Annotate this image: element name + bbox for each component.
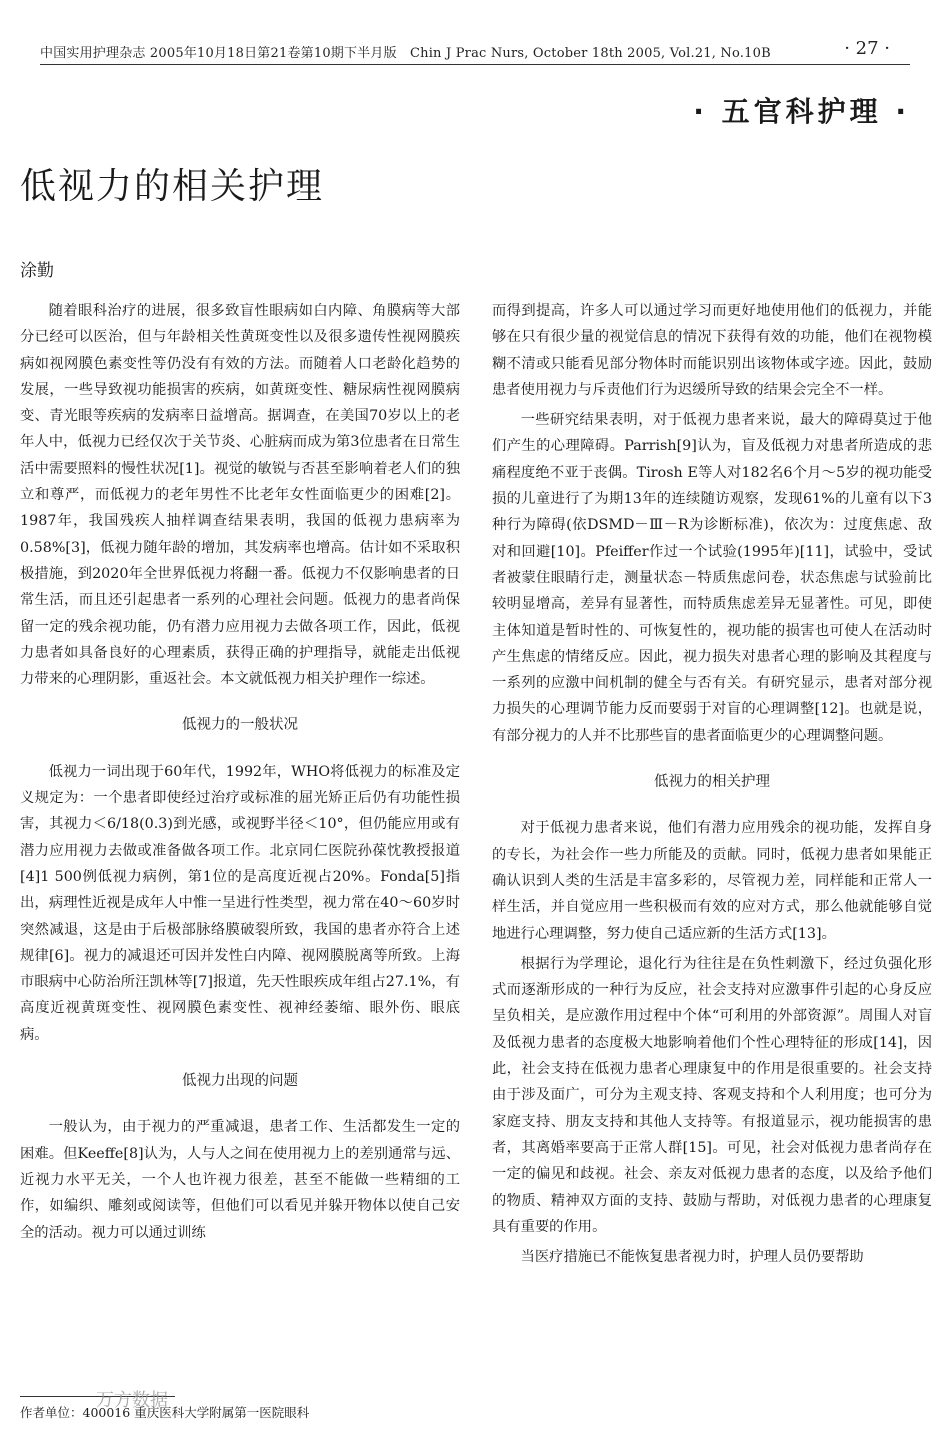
article-title: 低视力的相关护理 [20, 166, 325, 207]
paragraph: 一般认为，由于视力的严重减退，患者工作、生活都发生一定的困难。但Keeffe[8]认为，人与人之间在使用视力上的差别通常与远、近视力水平无关，一个人也许视力很差，甚至不能做一些精细的工作，如编织、雕刻或阅读等，但他们可以看见并躲开物体以使自己安全的活动。视力可以通过训练 [20, 1119, 460, 1241]
footnote-rule [20, 1396, 175, 1397]
paragraph: 对于低视力患者来说，他们有潜力应用残余的视功能，发挥自身的专长，为社会作一些力所能及的贡献。同时，低视力患者如果能正确认识到人类的生活是丰富多彩的，尽管视力差，同样能和正常人一样生活，并自觉应用一些积极而有效的应对方式，那么他就能够自觉地进行心理调整，努力使自己适应新的生活方式[13]。 [492, 820, 932, 942]
section-heading: 低视力的一般状况 [182, 717, 298, 734]
running-header [40, 38, 910, 66]
left-column [20, 298, 460, 1250]
journal-line: 中国实用护理杂志 2005年10月18日第21卷第10期下半月版 Chin J Prac Nurs, October 18th 2005, Vol.21, No.10B [40, 46, 771, 61]
section-heading: 低视力的相关护理 [654, 774, 770, 791]
paragraph: 一些研究结果表明，对于低视力患者来说，最大的障碍莫过于他们产生的心理障碍。Parrish[9]认为，盲及低视力对患者所造成的悲痛程度绝不亚于丧偶。Tirosh E等人对182名6个月～5岁的视功能受损的儿童进行了为期13年的连续随访观察，发现61%的儿童有以下3种行为障碍(依DSMD－Ⅲ－R为诊断标准)，依次为：过度焦虑、敌对和回避[10]。Pfeiffer作过一个试验(1995年)[11]，试验中，受试者被蒙住眼睛行走，测量状态－特质焦虑问卷，状态焦虑与试验前比较明显增高，差异有显著性，而特质焦虑差异无显著性。可见，即使主体知道是暂时性的、可恢复性的，视功能的损害也可使人在活动时产生焦虑的情绪反应。因此，视力损失对患者心理的影响及其程度与一系列的应激中间机制的健全与否有关。有研究显示，患者对部分视力损失的心理调节能力反而要弱于对盲的心理调整[12]。也就是说，有部分视力的人并不比那些盲的患者面临更少的心理调整问题。 [492, 412, 932, 744]
paragraph: 当医疗措施已不能恢复患者视力时，护理人员仍要帮助 [520, 1249, 864, 1266]
header-rule [40, 64, 910, 65]
page-number: · 27 · [844, 38, 890, 59]
author: 涂勤 [20, 261, 54, 281]
right-column [492, 298, 932, 1274]
section-label: · 五官科护理 · [693, 95, 910, 128]
paragraph: 根据行为学理论，退化行为往往是在负性刺激下，经过负强化形式而逐渐形成的一种行为反应，社会支持对应激事件引起的心身反应呈负相关，是应激作用过程中个体“可利用的外部资源”。周围人对盲及低视力患者的态度极大地影响着他们个性心理特征的形成[14]，因此，社会支持在低视力患者心理康复中的作用是很重要的。社会支持由于涉及面广，可分为主观支持、客观支持和个人利用度；也可分为家庭支持、朋友支持和其他人支持等。有报道显示，视功能损害的患者，其离婚率要高于正常人群[15]。可见，社会对低视力患者尚存在一定的偏见和歧视。社会、亲友对低视力患者的态度，以及给予他们的物质、精神双方面的支持、鼓励与帮助，对低视力患者的心理康复具有重要的作用。 [492, 955, 932, 1235]
paragraph: 低视力一词出现于60年代，1992年，WHO将低视力的标准及定义规定为：一个患者即使经过治疗或标准的屈光矫正后仍有功能性损害，其视力＜6/18(0.3)到光感，或视野半径＜10°，但仍能应用或有潜力应用视力去做或准备做各项工作。北京同仁医院孙葆忱教授报道[4]1 500例低视力病例，第1位的是高度近视占20%。Fonda[5]指出，病理性近视是成年人中惟一呈进行性类型，视力常在40～60岁时突然减退，这是由于后极部脉络膜破裂所致，我国的患者亦符合上述规律[6]。视力的减退还可因并发性白内障、视网膜脱离等所致。上海市眼病中心防治所汪凯林等[7]报道，先天性眼疾成年组占27.1%，有高度近视黄斑变性、视网膜色素变性、视神经萎缩、眼外伤、眼底病。 [20, 763, 460, 1043]
author-affiliation: 作者单位：400016 重庆医科大学附属第一医院眼科 [20, 1405, 310, 1420]
footnote [20, 1396, 460, 1421]
watermark: 万方数据 [96, 1390, 168, 1411]
section-heading: 低视力出现的问题 [182, 1073, 298, 1090]
paragraph: 而得到提高，许多人可以通过学习而更好地使用他们的低视力，并能够在只有很少量的视觉信息的情况下获得有效的功能，他们在视物模糊不清或只能看见部分物体时而能识别出该物体或字迹。因此，鼓励患者使用视力与斥责他们行为迟缓所导致的结果会完全不一样。 [492, 303, 932, 398]
paragraph: 随着眼科治疗的进展，很多致盲性眼病如白内障、角膜病等大部分已经可以医治，但与年龄相关性黄斑变性以及很多遗传性视网膜疾病如视网膜色素变性等仍没有有效的方法。而随着人口老龄化趋势的发展，一些导致视功能损害的疾病，如黄斑变性、糖尿病性视网膜病变、青光眼等疾病的发病率日益增高。据调查，在美国70岁以上的老年人中，低视力已经仅次于关节炎、心脏病而成为第3位患者在日常生活中需要照料的慢性状况[1]。视觉的敏锐与否甚至影响着老人们的独立和尊严，而低视力的老年男性不比老年女性面临更少的困难[2]。1987年，我国残疾人抽样调查结果表明，我国的低视力患病率为0.58%[3]，低视力随年龄的增加，其发病率也增高。估计如不采取积极措施，到2020年全世界低视力将翻一番。低视力不仅影响患者的日常生活，而且还引起患者一系列的心理社会问题。低视力的患者尚保留一定的残余视功能，仍有潜力应用视力去做各项工作，因此，低视力患者如具备良好的心理素质，获得正确的护理指导，就能走出低视力带来的心理阴影，重返社会。本文就低视力相关护理作一综述。 [20, 303, 460, 688]
